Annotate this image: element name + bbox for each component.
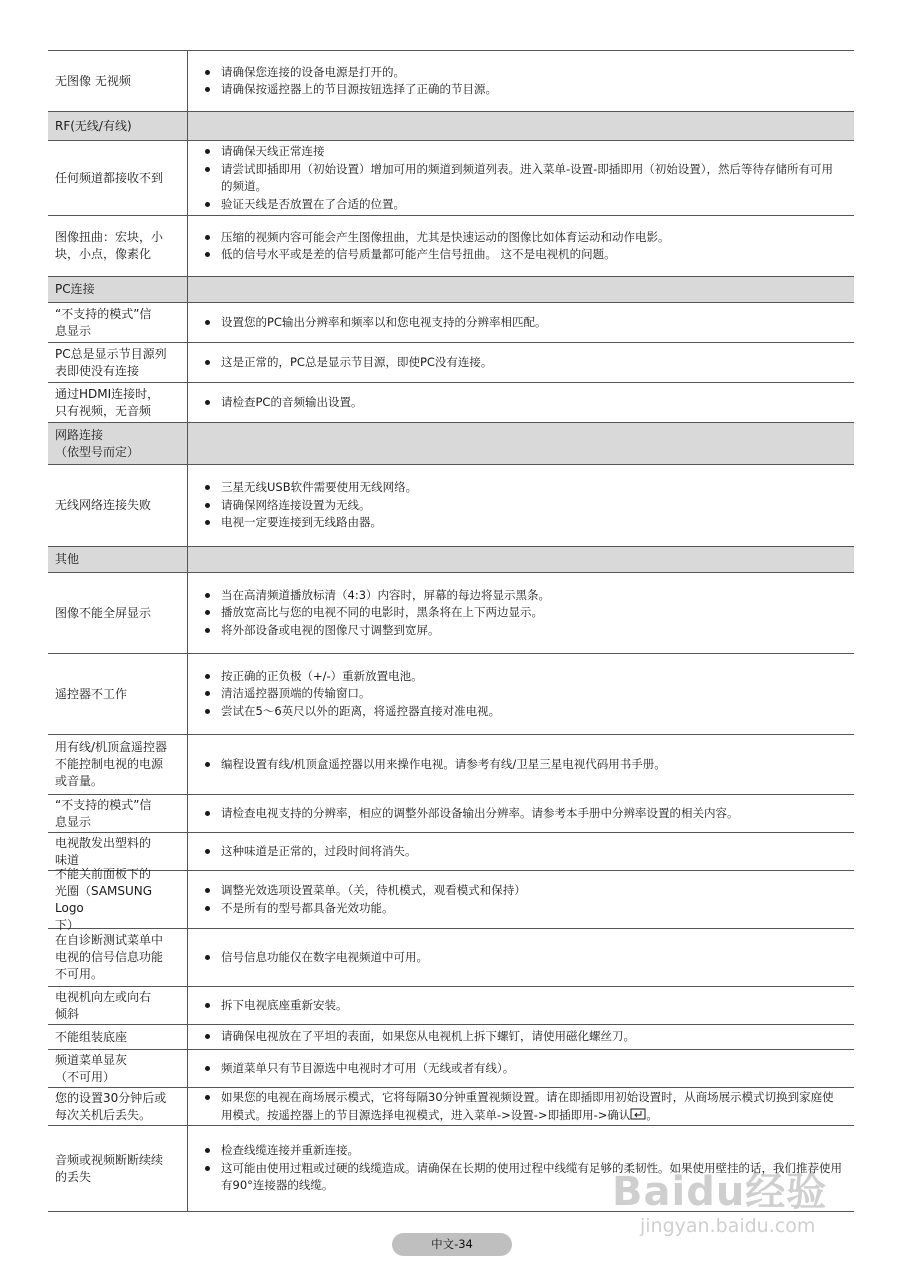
problem-line: 不能关前面板下的 [55,866,152,881]
solution-text: 低的信号水平或是差的信号质量都可能产生信号扭曲。 这不是电视机的问题。 [221,247,616,261]
table-row [48,1025,854,1050]
section-header-row [48,423,854,465]
problem-line: 不能控制电视的电源 [55,757,164,771]
table-row [48,383,854,423]
solution-cell [188,871,854,928]
table-row [48,654,854,735]
solution-bullet [204,161,844,196]
page-number: 中文-34 [392,1233,512,1256]
problem-line: 光圈（SAMSUNG Logo [55,883,153,915]
problem-line: 不能组装底座 [55,1029,128,1044]
table-row [48,1088,854,1126]
solution-bullet [204,703,844,721]
problem-line: 息显示 [55,814,92,829]
solution-text: 信号信息功能仅在数字电视频道中可用。 [221,949,428,964]
problem-cell [48,383,188,422]
problem-line: 用有线/机顶盒遥控器 [55,740,168,754]
table-row [48,929,854,987]
solution-cell [188,795,854,832]
problem-line: 息显示 [55,323,92,338]
problem-line: 通过HDMI连接时， [55,386,160,401]
solution-bullet [204,143,844,161]
solution-bullet [204,997,844,1015]
problem-line: “不支持的模式”信 [55,306,152,321]
solution-text: 压缩的视频内容可能会产生图像扭曲，尤其是快速运动的图像比如体育运动和动作电影。 [221,229,670,244]
solution-bullet [204,604,844,622]
section-header-row [48,277,854,303]
solution-cell [188,303,854,342]
solution-cell [188,987,854,1024]
watermark-url: jingyan.baidu.com [640,1215,816,1237]
solution-text: 调整光效选项设置菜单。（关，待机模式，观看模式和保持） [221,883,526,897]
problem-line: 无图像 无视频 [55,73,131,88]
solution-bullet [204,81,844,99]
solution-bullet [204,196,844,214]
solution-text: 播放宽高比与您的电视不同的电影时，黑条将在上下两边显示。 [221,605,543,620]
section-title [48,423,188,464]
problem-line: 图像不能全屏显示 [55,605,152,620]
section-title [48,547,188,572]
problem-line: 音频或视频断断续续 [55,1152,164,1167]
problem-line: 电视的信号信息功能 [55,950,164,964]
solution-text: 电视一定要连接到无线路由器。 [221,515,382,530]
solution-bullet [204,497,844,515]
section-title [48,277,188,302]
solution-bullet [204,843,844,861]
solution-cell [188,735,854,794]
solution-bullet [204,246,844,264]
solution-cell [188,51,854,111]
solution-text: 这是正常的，PC总是显示节目源，即使PC没有连接。 [221,354,493,369]
problem-cell [48,1025,188,1049]
solution-text: 请检查电视支持的分辨率，相应的调整外部设备输出分辨率。请参考本手册中分辨率设置的相关内容。 [221,805,739,820]
problem-cell [48,1088,188,1125]
problem-line: “不支持的模式”信 [55,797,152,812]
problem-cell [48,141,188,215]
problem-cell [48,795,188,832]
problem-cell [48,51,188,111]
problem-line: 您的设置30分钟后或 [55,1090,167,1105]
problem-cell [48,654,188,734]
problem-line: 倾斜 [55,1006,80,1021]
solution-text: 按正确的正负极（+/-）重新放置电池。 [221,668,423,683]
solution-text: 如果您的电视在商场展示模式，它将每隔30分钟重置视频设置。请在即插即用初始设置时，从商场展示模式切换到家庭使用模式。按遥控器上的节目源选择电视模式，进入菜单->设置->即插即用->确认 [221,1090,834,1122]
solution-bullet [204,900,844,918]
table-row [48,343,854,383]
solution-text: 检查线缆连接并重新连接。 [221,1143,359,1158]
problem-line: 其他 [55,552,80,566]
solution-cell [188,383,854,422]
solution-cell [188,929,854,986]
solution-cell [188,573,854,653]
solution-bullet [204,64,844,82]
solution-text: 请确保您连接的设备电源是打开的。 [221,64,405,79]
solution-bullet [204,1060,844,1078]
solution-bullet [204,479,844,497]
problem-cell [48,735,188,794]
problem-line: 网路连接 [55,427,104,442]
problem-line: 表即使没有连接 [55,363,140,378]
section-header-row [48,547,854,573]
solution-bullet [204,805,844,823]
table-row [48,216,854,277]
problem-line: （依型号而定） [55,444,140,459]
problem-line: （不可用） [55,1069,116,1084]
solution-text: 请确保天线正常连接 [221,144,325,158]
solution-text: 设置您的PC输出分辨率和频率以和您电视支持的分辨率相匹配。 [221,314,547,329]
solution-text: 清洁遥控器顶端的传输窗口。 [221,686,371,701]
problem-cell [48,1126,188,1211]
problem-line: 只有视频，无音频 [55,403,152,418]
problem-line: 下） [55,917,80,932]
table-row [48,141,854,216]
problem-line: 每次关机后丢失。 [55,1107,152,1122]
problem-cell [48,465,188,546]
problem-cell [48,833,188,870]
solution-text: 不是所有的型号都具备光效功能。 [221,900,394,915]
solution-bullet [204,354,844,372]
solution-bullet [204,622,844,640]
watermark-logo: Baidu经验 [612,1169,828,1215]
solution-cell [188,465,854,546]
problem-line: 图像扭曲：宏块，小 [55,230,164,244]
solution-text: 请检查PC的音频输出设置。 [221,394,363,409]
problem-cell [48,216,188,276]
troubleshooting-table [48,50,854,1212]
problem-line: 或音量。 [55,774,104,788]
solution-bullet [204,514,844,532]
table-row [48,573,854,654]
table-row [48,50,854,112]
watermark [612,1160,862,1250]
solution-cell [188,833,854,870]
table-row [48,465,854,547]
solution-cell [188,141,854,215]
solution-bullet [204,882,844,900]
solution-text: 这种味道是正常的，过段时间将消失。 [221,843,417,858]
solution-bullet [204,1142,844,1160]
solution-bullet [204,314,844,332]
table-row [48,987,854,1025]
section-header-row [48,112,854,141]
problem-cell [48,573,188,653]
solution-bullet [204,229,844,247]
table-row [48,735,854,795]
solution-text: 这可能由使用过粗或过硬的线缆造成。请确保在长期的使用过程中线缆有足够的柔韧性。如果使用壁挂的话，我们推荐使用有90°连接器的线缆。 [221,1160,842,1193]
solution-bullet [204,587,844,605]
section-title [48,112,188,140]
problem-cell [48,929,188,986]
solution-bullet [204,685,844,703]
solution-text: 请确保网络连接设置为无线。 [221,497,371,512]
solution-cell [188,343,854,382]
solution-bullet [204,1028,844,1046]
problem-line: 的丢失 [55,1169,92,1184]
problem-line: 无线网络连接失败 [55,498,152,512]
solution-cell [188,654,854,734]
table-row [48,795,854,833]
solution-cell [188,277,854,302]
solution-text: 尝试在5～6英尺以外的距离，将遥控器直接对准电视。 [221,703,501,718]
problem-line: 电视机向左或向右 [55,989,152,1004]
solution-text: 请确保电视放在了平坦的表面，如果您从电视机上拆下螺钉，请使用磁化螺丝刀。 [221,1029,635,1044]
problem-line: 味道 [55,852,80,867]
solution-text: 验证天线是否放置在了合适的位置。 [221,196,405,211]
solution-text: 编程设置有线/机顶盒遥控器以用来操作电视。请参考有线/卫星三星电视代码用书手册。 [221,756,666,771]
problem-line: 电视散发出塑料的 [55,835,152,850]
solution-cell [188,547,854,572]
solution-cell [188,1088,854,1125]
solution-bullet [204,949,844,967]
problem-cell [48,987,188,1024]
problem-line: PC连接 [55,282,95,296]
solution-cell [188,423,854,464]
solution-cell [188,1025,854,1049]
problem-line: 频道菜单显灰 [55,1052,128,1067]
enter-icon [630,1108,646,1120]
solution-text: 将外部设备或电视的图像尺寸调整到宽屏。 [221,622,440,637]
problem-line: 在自诊断测试菜单中 [55,933,164,947]
solution-text: 频道菜单只有节目源选中电视时才可用（无线或者有线）。 [221,1060,515,1075]
solution-text: 三星无线USB软件需要使用无线网络。 [221,480,418,495]
problem-cell [48,1050,188,1087]
solution-bullet [204,394,844,412]
solution-text: 请确保按遥控器上的节目源按钮选择了正确的节目源。 [221,82,497,96]
solution-bullet [204,756,844,774]
problem-cell [48,343,188,382]
solution-bullet: 如果您的电视在商场展示模式，它将每隔30分钟重置视频设置。请在即插即用初始设置时，从商场展示模式切换到家庭使用模式。按遥控器上的节目源选择电视模式，进入菜单->设置->即插即用->确认 。 [204,1089,844,1124]
problem-line: 块，小点，像素化 [55,247,152,261]
solution-cell [188,216,854,276]
table-row [48,866,854,932]
problem-line: 遥控器不工作 [55,686,128,701]
solution-cell [188,112,854,140]
problem-line: RF(无线/有线) [55,118,132,133]
solution-bullet [204,668,844,686]
table-row [48,1050,854,1088]
solution-text: 拆下电视底座重新安装。 [221,997,348,1012]
problem-cell [48,303,188,342]
problem-cell [48,866,188,932]
solution-text: 当在高清频道播放标清（4:3）内容时，屏幕的每边将显示黑条。 [221,587,551,602]
solution-text: 请尝试即插即用（初始设置）增加可用的频道到频道列表。进入菜单-设置-即插即用（初始设置），然后等待存储所有可用的频道。 [221,161,834,193]
problem-line: 任何频道都接收不到 [55,170,164,185]
solution-cell [188,1050,854,1087]
problem-line: 不可用。 [55,967,104,981]
problem-line: PC总是显示节目源列 [55,346,167,361]
table-row [48,303,854,343]
